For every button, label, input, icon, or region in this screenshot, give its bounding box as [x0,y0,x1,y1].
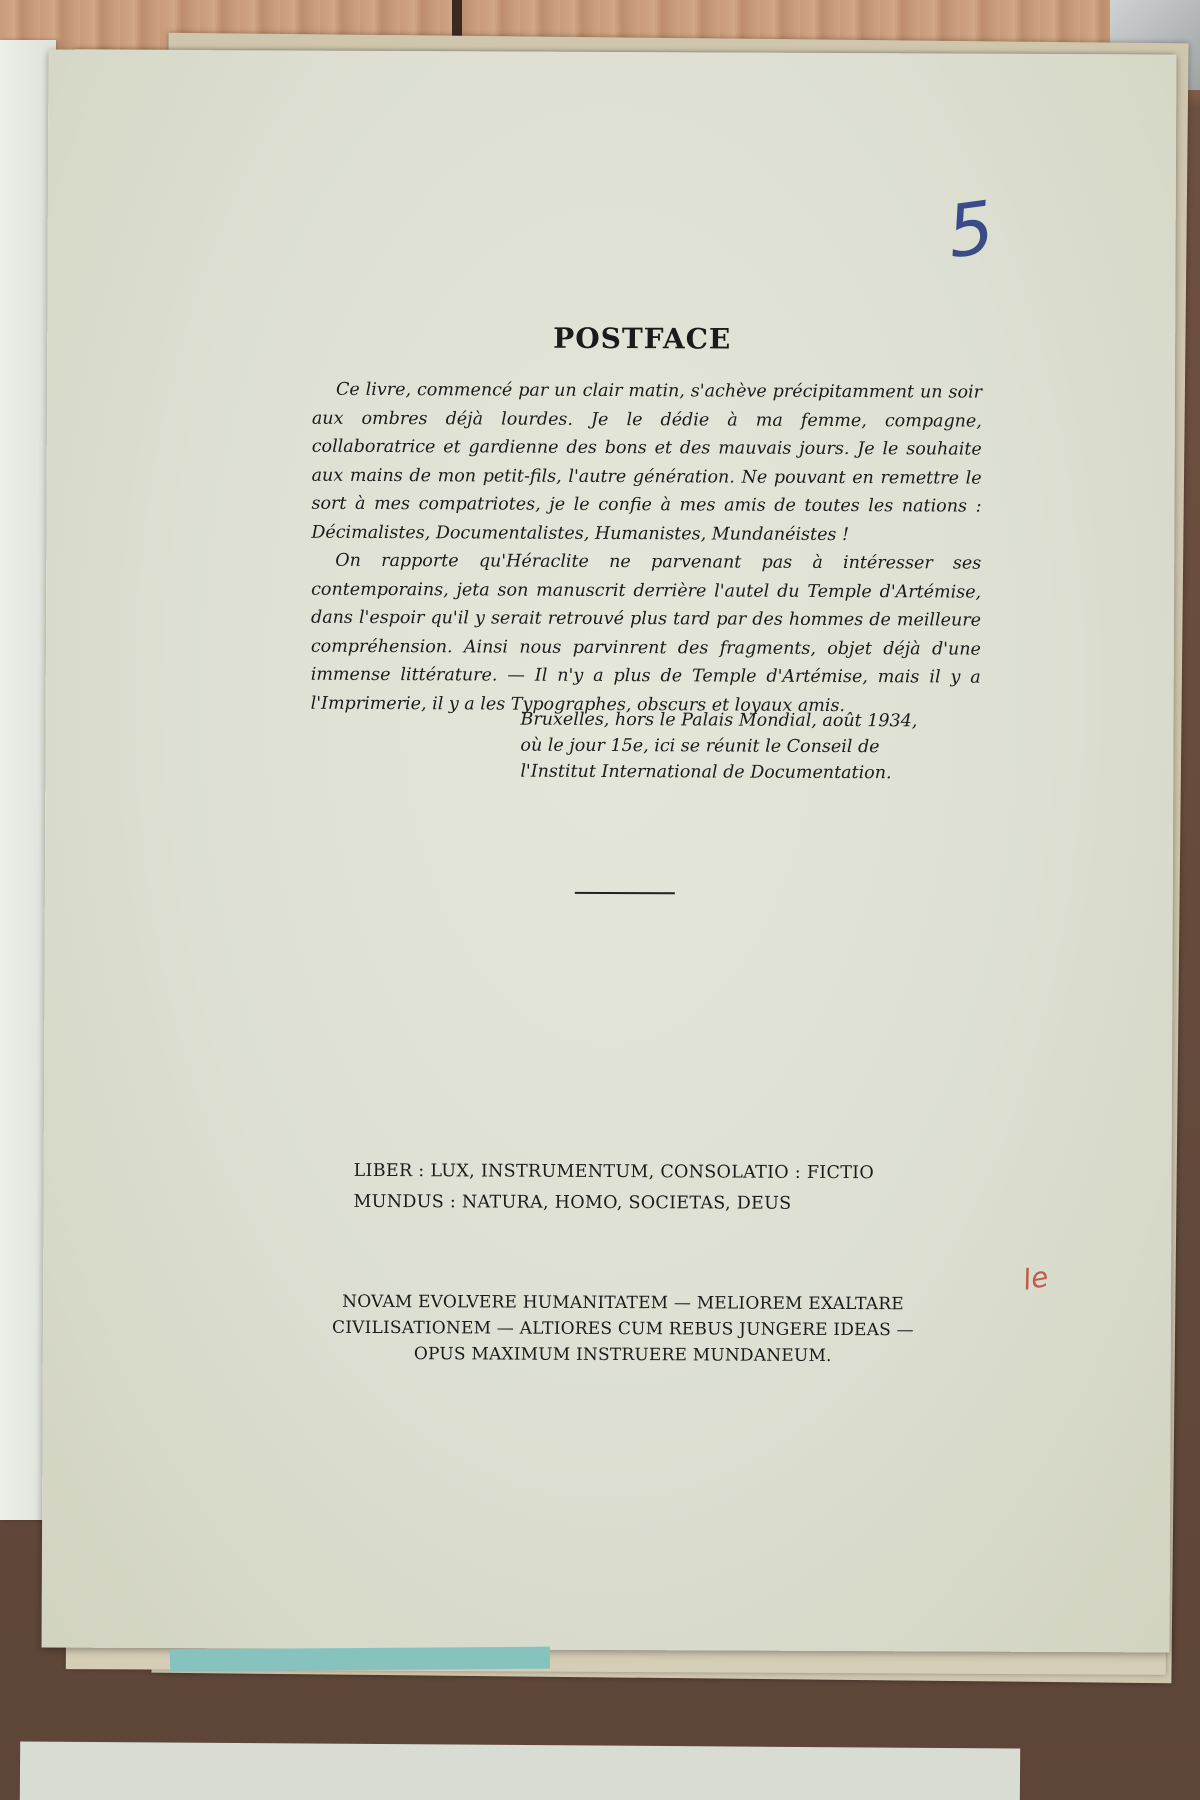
handwritten-pencil-mark: le [1020,1259,1051,1297]
closing-line: NOVAM EVOLVERE HUMANITATEM — MELIOREM EXALTARE [342,1291,904,1315]
signature-line: l'Institut International de Documentation. [520,761,892,784]
closing-block [283,1289,963,1370]
closing-line: CIVILISATIONEM — ALTIORES CUM REBUS JUNGERE IDEAS — [331,1317,914,1341]
signature-line: Bruxelles, hors le Palais Mondial, août 1934, [520,709,918,732]
paragraph: Ce livre, commencé par un clair matin, s'achève précipitamment un soir aux ombres déjà lourdes. Je le dédie à ma femme, compagne, collaboratrice et gardienne des bons et des mauvais jours. Je le souhaite aux mains de mon petit-fils, l'autre génération. Ne pouvant en remettre le sort à mes compatriotes, je le confie à mes amis de toutes les nations : Décimalistes, Documentalistes, Humanistes, Mundanéistes ! [311,379,983,545]
paragraph: On rapporte qu'Héraclite ne parvenant pas à intéresser ses contemporains, jeta son manuscrit derrière l'autel du Temple d'Artémise, dans l'espoir qu'il y serait retrouvé plus tard par des hommes de meilleure compréhension. Ainsi nous parvinrent des fragments, objet déjà d'une immense littérature. — Il n'y a plus de Temple d'Artémise, mais il y a l'Imprimerie, il y a les Typographes, obscurs et loyaux amis. [310,550,982,716]
motto-line: MUNDUS : NATURA, HOMO, SOCIETAS, DEUS [353,1191,792,1214]
divider-rule [575,892,675,894]
bottom-sheet [20,1742,1020,1800]
signature-line: où le jour 15e, ici se réunit le Conseil de [520,735,880,758]
page-title: POSTFACE [553,321,732,356]
postface-body [311,376,982,721]
closing-line: OPUS MAXIMUM INSTRUERE MUNDANEUM. [413,1344,832,1366]
motto-line: LIBER : LUX, INSTRUMENTUM, CONSOLATIO : FICTIO [353,1160,875,1184]
handwritten-page-number: 5 [942,184,999,275]
blue-paper-slip [170,1647,550,1672]
document-page [42,50,1177,1653]
motto-block [353,1156,973,1221]
signature-block [520,707,980,787]
